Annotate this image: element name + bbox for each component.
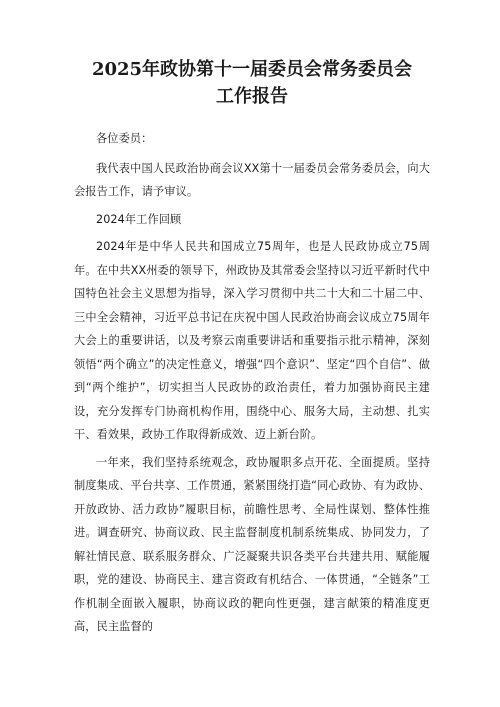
title-line-1: 2025年政协第十一届委员会常务委员会 bbox=[91, 59, 413, 80]
paragraph-intro: 我代表中国人民政治协商会议XX第十一届委员会常务委员会，向大会报告工作，请予审议。 bbox=[74, 161, 430, 198]
section-heading: 2024年工作回顾 bbox=[96, 212, 182, 226]
title-line-2: 工作报告 bbox=[216, 86, 288, 107]
paragraph-system: 一年来，我们坚持系统观念，政协履职多点开花、全面提质。坚持制度集成、平台共享、工作贯通，紧紧围绕打造“同心政协、有为政协、开放政协、活力政协”履职目标，前瞻性思考、全局性谋划、整体性推进。调查研究、协商议政、民主监督制度机制系统集成、协同发力，了解社情民意、联系服务群众、广泛凝聚共识各类平台共建共用、赋能履职，党的建设、协商民主、建言资政有机结合、一体贯通，“全链条”工作机制全面嵌入履职，协商议政的靶向性更强，建言献策的精准度更高，民主监督的 bbox=[74, 455, 430, 633]
paragraph-review: 2024年是中华人民共和国成立75周年，也是人民政协成立75周年。在中共XX州委的领导下，州政协及其常委会坚持以习近平新时代中国特色社会主义思想为指导，深入学习贯彻中共二十大和二十届二中、三中全会精神，习近平总书记在庆祝中国人民政治协商会议成立75周年大会上的重要讲话，以及考察云南重要讲话和重要指示批示精神，深刻领悟“两个确立”的决定性意义，增强“四个意识”、坚定“四个自信”、做到“两个维护”，切实担当人民政协的政治责任，着力加强协商民主建设，充分发挥专门协商机构作用，围绕中心、服务大局，主动想、扎实干、看效果，政协工作取得新成效、迈上新台阶。 bbox=[74, 240, 430, 441]
salutation: 各位委员： bbox=[96, 132, 153, 145]
page-title bbox=[74, 56, 430, 110]
